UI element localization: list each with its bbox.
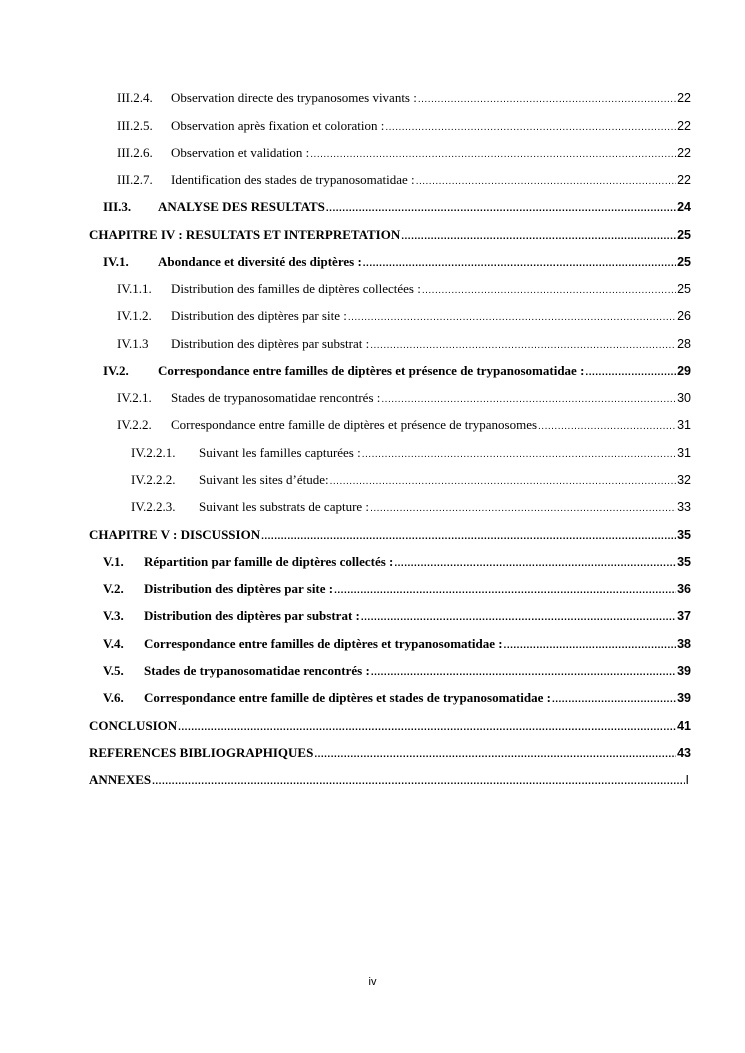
toc-entry-page: 33	[677, 500, 691, 514]
dot-leader	[348, 310, 676, 326]
toc-entry-title: Observation après fixation et coloration :	[171, 118, 385, 133]
dot-leader	[362, 447, 676, 463]
toc-entry-page: 28	[677, 337, 691, 351]
toc-entry-iv-1-3[interactable]	[117, 336, 691, 354]
toc-entry-title: Distribution des familles de diptères collectées :	[171, 281, 421, 296]
toc-entry-page: 31	[677, 418, 691, 432]
toc-entry-page: 36	[677, 582, 691, 596]
page-number-footer: iv	[368, 976, 377, 988]
toc-entry-iv-2-2-1[interactable]	[131, 445, 691, 463]
toc-entry-number: III.2.5.	[117, 118, 153, 133]
toc-entry-title: Distribution des diptères par site :	[144, 581, 334, 596]
dot-leader	[326, 201, 676, 217]
dot-leader	[418, 92, 676, 108]
toc-entry-v-2[interactable]	[103, 581, 691, 599]
dot-leader	[361, 610, 676, 626]
toc-entry-title: Observation et validation :	[171, 145, 310, 160]
toc-entry-number: IV.1.	[103, 254, 129, 269]
toc-entry-title: Correspondance entre familles de diptères et trypanosomatidae :	[144, 636, 503, 651]
toc-entry-annexes[interactable]	[89, 772, 689, 790]
toc-entry-chapitre-iv[interactable]	[89, 227, 691, 245]
toc-entry-v-6[interactable]	[103, 690, 691, 708]
toc-entry-page: 32	[677, 473, 691, 487]
toc-entry-page: 22	[677, 91, 691, 105]
toc-entry-page: I	[685, 773, 689, 787]
toc-entry-page: 22	[677, 173, 691, 187]
toc-entry-page: 31	[677, 446, 691, 460]
dot-leader	[314, 747, 676, 763]
toc-entry-number: V.4.	[103, 636, 124, 651]
toc-entry-number: V.1.	[103, 554, 124, 569]
dot-leader	[381, 392, 676, 408]
toc-entry-iii-3[interactable]	[103, 199, 691, 217]
toc-entry-iii-2-6[interactable]	[117, 145, 691, 163]
dot-leader	[370, 338, 676, 354]
toc-entry-title: Correspondance entre famille de diptères et stades de trypanosomatidae :	[144, 690, 551, 705]
toc-entry-iv-2[interactable]	[103, 363, 691, 381]
toc-entry-number: V.6.	[103, 690, 124, 705]
toc-entry-v-3[interactable]	[103, 608, 691, 626]
toc-entry-page: 39	[677, 664, 691, 678]
toc-entry-v-4[interactable]	[103, 636, 691, 654]
toc-entry-page: 35	[677, 528, 691, 542]
toc-entry-iv-1[interactable]	[103, 254, 691, 272]
toc-entry-title: Correspondance entre familles de diptères et présence de trypanosomatidae :	[158, 363, 585, 378]
toc-entry-number: IV.1.2.	[117, 308, 152, 323]
toc-entry-page: 25	[677, 255, 691, 269]
toc-entry-chapitre-v[interactable]	[89, 527, 691, 545]
toc-entry-title: ANALYSE DES RESULTATS	[158, 199, 325, 214]
toc-entry-title: Stades de trypanosomatidae rencontrés :	[144, 663, 370, 678]
toc-entry-title: Répartition par famille de diptères collectés :	[144, 554, 394, 569]
toc-entry-page: 24	[677, 200, 691, 214]
toc-entry-iii-2-5[interactable]	[117, 118, 691, 136]
toc-entry-title: Distribution des diptères par site :	[171, 308, 347, 323]
toc-entry-v-5[interactable]	[103, 663, 691, 681]
toc-entry-number: III.2.6.	[117, 145, 153, 160]
dot-leader	[330, 474, 676, 490]
toc-entry-number: IV.2.	[103, 363, 129, 378]
toc-entry-number: III.3.	[103, 199, 132, 214]
dot-leader	[152, 774, 684, 790]
toc-entry-title: Distribution des diptères par substrat :	[144, 608, 360, 623]
dot-leader	[371, 665, 676, 681]
toc-entry-iv-1-2[interactable]	[117, 308, 691, 326]
toc-entry-v-1[interactable]	[103, 554, 691, 572]
toc-entry-title: Suivant les familles capturées :	[199, 445, 361, 460]
toc-entry-title: Identification des stades de trypanosomatidae :	[171, 172, 415, 187]
toc-entry-title: Abondance et diversité des diptères :	[158, 254, 362, 269]
toc-entry-page: 39	[677, 691, 691, 705]
dot-leader	[178, 720, 676, 736]
toc-entry-page: 43	[677, 746, 691, 760]
toc-entry-page: 29	[677, 364, 691, 378]
toc-entry-conclusion[interactable]	[89, 718, 691, 736]
dot-leader	[363, 256, 676, 272]
toc-entry-title: CHAPITRE IV : RESULTATS ET INTERPRETATION	[89, 227, 401, 242]
toc-entry-title: Distribution des diptères par substrat :	[171, 336, 370, 351]
toc-entry-number: IV.1.1.	[117, 281, 152, 296]
toc-entry-number: V.2.	[103, 581, 124, 596]
toc-entry-title: CONCLUSION	[89, 718, 178, 733]
dot-leader	[385, 120, 676, 136]
toc-entry-title: Observation directe des trypanosomes vivants :	[171, 90, 417, 105]
toc-entry-iii-2-7[interactable]	[117, 172, 691, 190]
toc-entry-number: V.5.	[103, 663, 124, 678]
toc-entry-page: 37	[677, 609, 691, 623]
toc-entry-title: Suivant les substrats de capture :	[199, 499, 370, 514]
toc-entry-number: IV.2.2.3.	[131, 499, 176, 514]
toc-entry-number: IV.2.2.1.	[131, 445, 176, 460]
toc-entry-title: CHAPITRE V : DISCUSSION	[89, 527, 261, 542]
dot-leader	[422, 283, 676, 299]
toc-entry-number: III.2.4.	[117, 90, 153, 105]
toc-entry-title: Correspondance entre famille de diptères et présence de trypanosomes	[171, 417, 538, 432]
dot-leader	[261, 529, 676, 545]
dot-leader	[504, 638, 677, 654]
toc-entry-number: IV.1.3	[117, 336, 149, 351]
toc-entry-page: 41	[677, 719, 691, 733]
toc-entry-iv-2-2[interactable]	[117, 417, 691, 435]
toc-entry-page: 38	[677, 637, 691, 651]
toc-entry-iii-2-4[interactable]	[117, 90, 691, 108]
dot-leader	[370, 501, 676, 517]
toc-entry-page: 30	[677, 391, 691, 405]
dot-leader	[538, 419, 676, 435]
dot-leader	[552, 692, 676, 708]
dot-leader	[585, 365, 676, 381]
toc-entry-references[interactable]	[89, 745, 691, 763]
dot-leader	[334, 583, 676, 599]
toc-entry-page: 22	[677, 146, 691, 160]
toc-entry-iv-2-1[interactable]	[117, 390, 691, 408]
toc-entry-number: V.3.	[103, 608, 124, 623]
toc-entry-title: REFERENCES BIBLIOGRAPHIQUES	[89, 745, 314, 760]
toc-entry-number: IV.2.2.	[117, 417, 152, 432]
toc-entry-number: III.2.7.	[117, 172, 153, 187]
toc-entry-title: Stades de trypanosomatidae rencontrés :	[171, 390, 381, 405]
toc-entry-title: Suivant les sites d’étude:	[199, 472, 329, 487]
toc-entry-iv-1-1[interactable]	[117, 281, 691, 299]
dot-leader	[416, 174, 676, 190]
dot-leader	[401, 229, 676, 245]
toc-entry-iv-2-2-2[interactable]	[131, 472, 691, 490]
toc-entry-number: IV.2.1.	[117, 390, 152, 405]
toc-entry-iv-2-2-3[interactable]	[131, 499, 691, 517]
toc-entry-page: 26	[677, 309, 691, 323]
toc-entry-page: 22	[677, 119, 691, 133]
toc-entry-page: 35	[677, 555, 691, 569]
toc-entry-page: 25	[677, 282, 691, 296]
dot-leader	[310, 147, 676, 163]
dot-leader	[394, 556, 676, 572]
toc-entry-page: 25	[677, 228, 691, 242]
toc-entry-number: IV.2.2.2.	[131, 472, 176, 487]
toc-entry-title: ANNEXES	[89, 772, 152, 787]
